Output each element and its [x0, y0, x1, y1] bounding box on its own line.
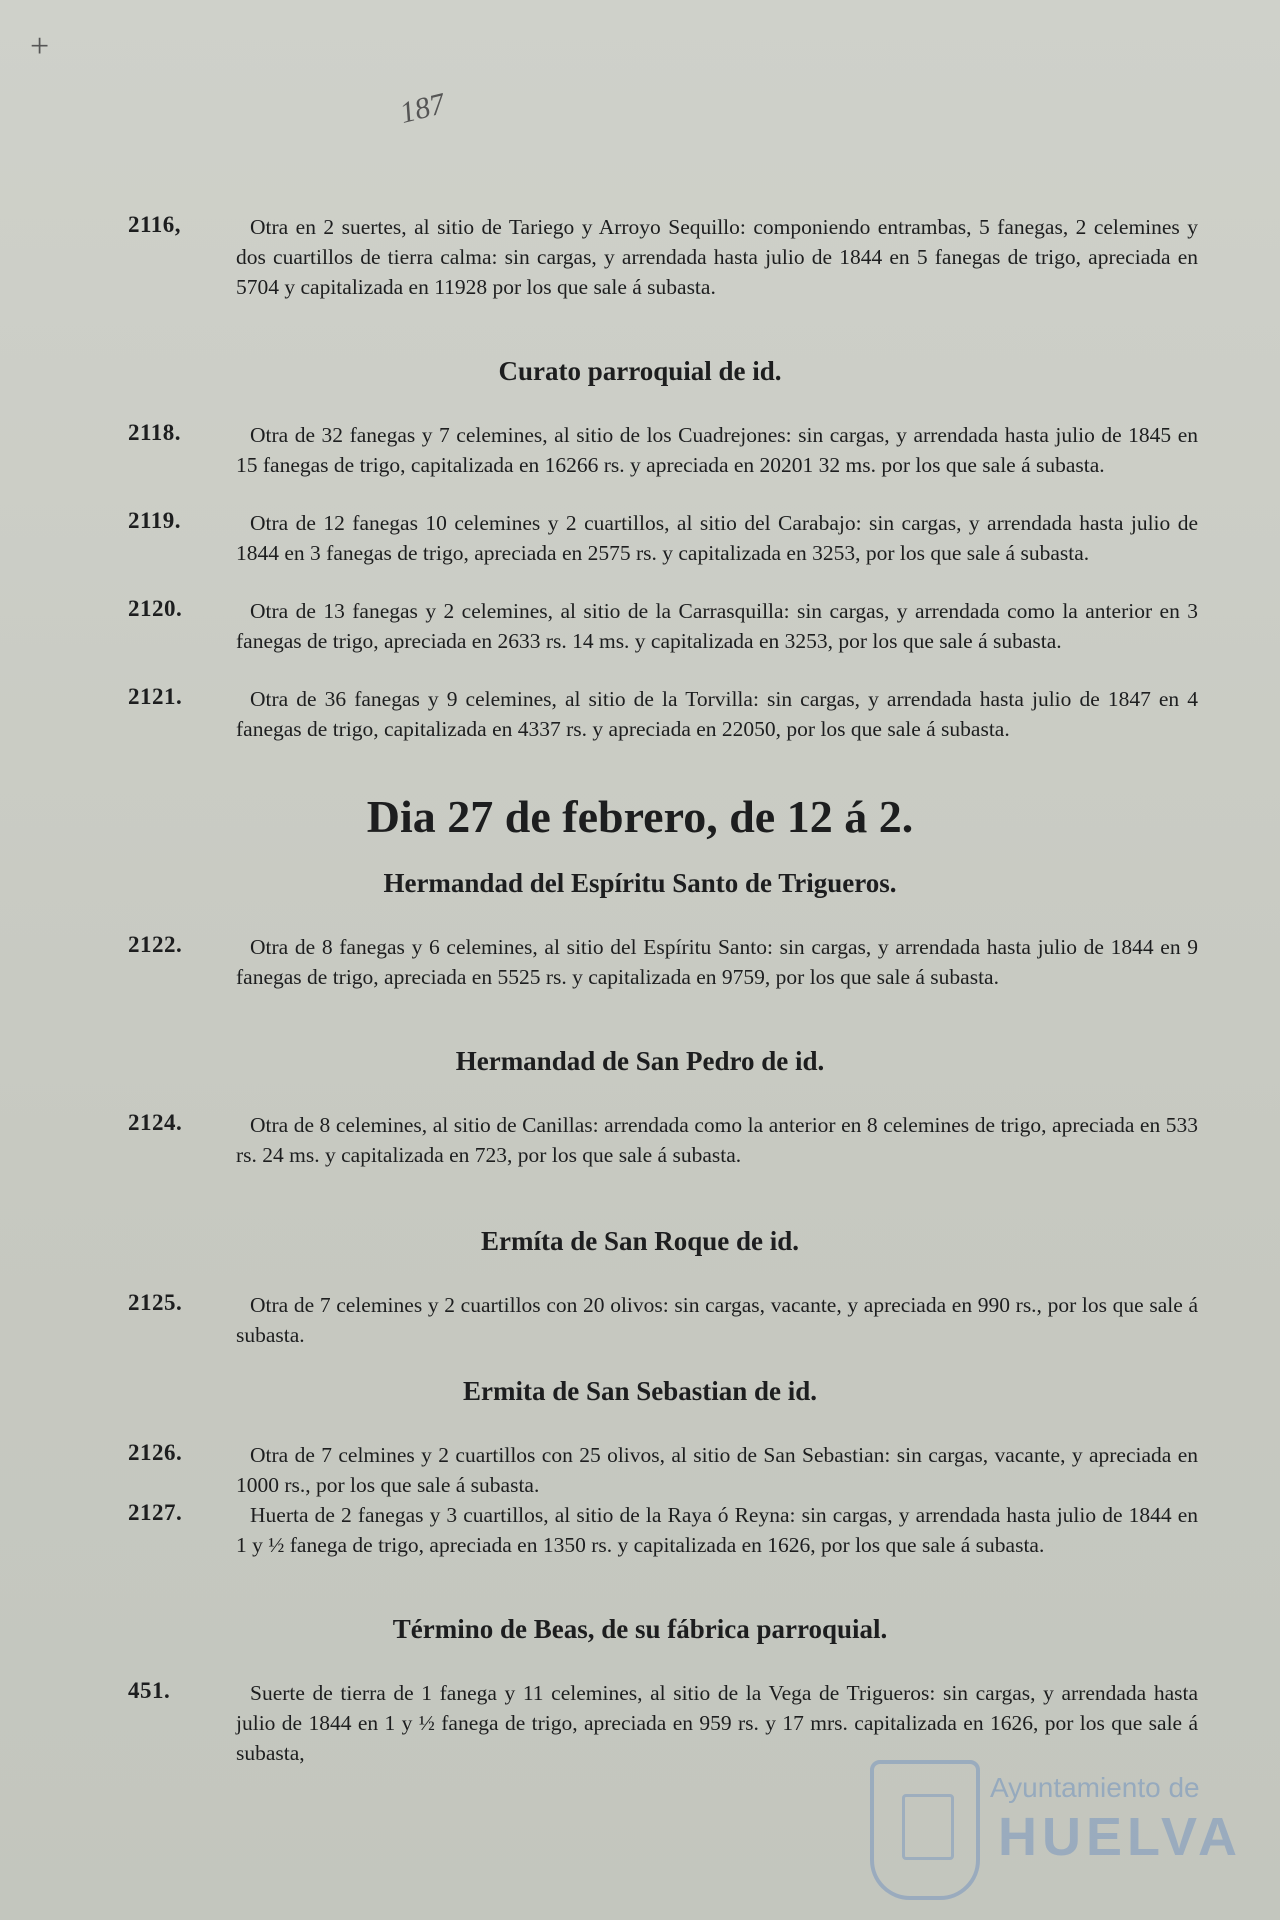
entry-text: Otra en 2 suertes, al sitio de Tariego y Arroyo Sequillo: componiendo entrambas, 5 fanegas, 2 celemines y dos cuartillos de tierra calma: sin cargas, y arrendada hasta julio de 1844 en 5 fanegas de trigo, apreciada en 5704 y capitalizada en 11928 por los que sale á subasta.	[236, 215, 1198, 299]
entry-number: 2119.	[128, 508, 181, 533]
crest-icon	[870, 1760, 980, 1900]
entry-text: Otra de 8 celemines, al sitio de Canillas: arrendada como la anterior en 8 celemines de trigo, apreciada en 533 rs. 24 ms. y capitalizada en 723, por los que sale á subasta.	[236, 1113, 1198, 1167]
entry-text: Suerte de tierra de 1 fanega y 11 celemines, al sitio de la Vega de Trigueros: sin cargas, y arrendada hasta julio de 1844 en 1 y ½ fanega de trigo, apreciada en 959 rs. y 17 mrs. capitalizada en 1626, por los que sale á subasta,	[236, 1681, 1198, 1765]
section-heading: Término de Beas, de su fábrica parroquial.	[392, 1614, 888, 1644]
watermark-line-2: HUELVA	[998, 1807, 1242, 1867]
entry-number: 2127.	[128, 1500, 183, 1525]
section-heading: Ermíta de San Roque de id.	[480, 1226, 800, 1256]
entry-number: 451.	[128, 1678, 171, 1703]
entry-text: Otra de 36 fanegas y 9 celemines, al sitio de la Torvilla: sin cargas, y arrendada hasta julio de 1847 en 4 fanegas de trigo, capitalizada en 4337 rs. y apreciada en 22050, por los que sale á subasta.	[236, 687, 1198, 741]
entry-number: 2116,	[128, 212, 181, 237]
entry-text: Otra de 8 fanegas y 6 celemines, al sitio del Espíritu Santo: sin cargas, y arrendada hasta julio de 1844 en 9 fanegas de trigo, apreciada en 5525 rs. y capitalizada en 9759, por los que sale á subasta.	[236, 935, 1198, 989]
section-heading: Ermita de San Sebastian de id.	[462, 1376, 818, 1406]
entry-number: 2120.	[128, 596, 183, 621]
section-heading: Hermandad del Espíritu Santo de Trigueros.	[383, 868, 897, 898]
section-heading: Curato parroquial de id.	[498, 356, 782, 386]
folio-number: 187	[396, 87, 449, 130]
entry-text: Otra de 7 celmines y 2 cuartillos con 25 olivos, al sitio de San Sebastian: sin cargas, vacante, y apreciada en 1000 rs., por los que sale á subasta.	[236, 1443, 1198, 1497]
entry-number: 2118.	[128, 420, 181, 445]
entry-text: Otra de 13 fanegas y 2 celemines, al sitio de la Carrasquilla: sin cargas, y arrendada como la anterior en 3 fanegas de trigo, apreciada en 2633 rs. 14 ms. y capitalizada en 3253, por los que sale á subasta.	[236, 599, 1198, 653]
entry-number: 2122.	[128, 932, 183, 957]
entry-number: 2125.	[128, 1290, 183, 1315]
entry-text: Otra de 12 fanegas 10 celemines y 2 cuartillos, al sitio del Carabajo: sin cargas, y arrendada hasta julio de 1844 en 3 fanegas de trigo, apreciada en 2575 rs. y capitalizada en 3253, por los que sale á subasta.	[236, 511, 1198, 565]
section-heading: Hermandad de San Pedro de id.	[455, 1046, 825, 1076]
entry-number: 2124.	[128, 1110, 183, 1135]
entry-text: Huerta de 2 fanegas y 3 cuartillos, al sitio de la Raya ó Reyna: sin cargas, y arrendada hasta julio de 1844 en 1 y ½ fanega de trigo, apreciada en 1350 rs. y capitalizada en 1626, por los que sale á subasta.	[236, 1503, 1198, 1557]
corner-mark: +	[30, 28, 50, 65]
entry-text: Otra de 32 fanegas y 7 celemines, al sitio de los Cuadrejones: sin cargas, y arrendada hasta julio de 1845 en 15 fanegas de trigo, capitalizada en 16266 rs. y apreciada en 20201 32 ms. por los que sale á subasta.	[236, 423, 1198, 477]
entry-number: 2126.	[128, 1440, 183, 1465]
entry-text: Otra de 7 celemines y 2 cuartillos con 20 olivos: sin cargas, vacante, y apreciada en 990 rs., por los que sale á subasta.	[236, 1293, 1198, 1347]
watermark-line-1: Ayuntamiento de	[990, 1772, 1200, 1803]
day-heading: Dia 27 de febrero, de 12 á 2.	[366, 791, 914, 842]
entry-number: 2121.	[128, 684, 183, 709]
archive-watermark	[870, 1760, 1242, 1900]
